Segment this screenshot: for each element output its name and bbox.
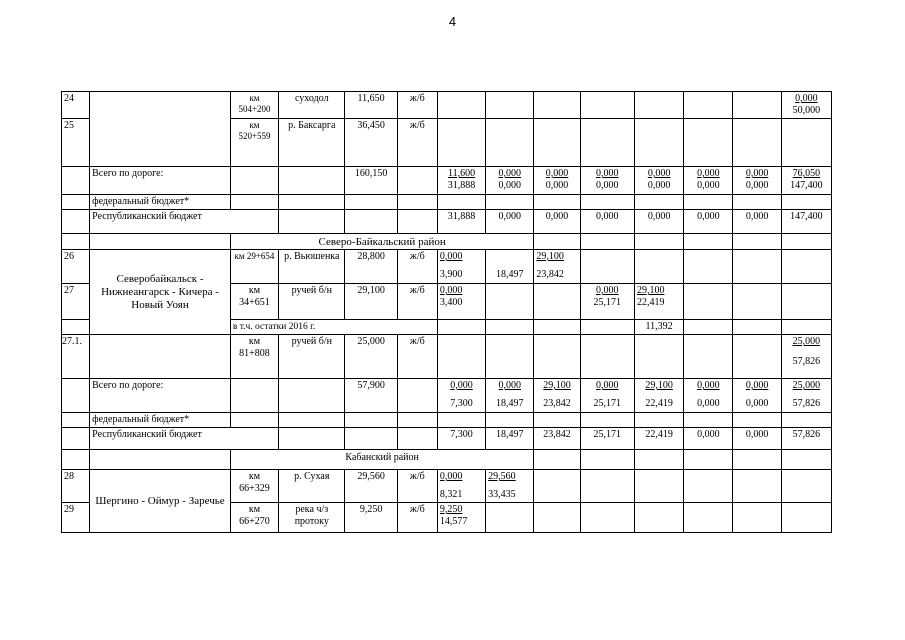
row-number: 25	[62, 119, 90, 167]
km-cell: км 34+651	[230, 284, 278, 320]
row-number: 27.1.	[62, 335, 90, 379]
row-number: 24	[62, 92, 90, 119]
km-cell: км 66+329	[230, 470, 278, 503]
object-cell: р. Сухая	[279, 470, 345, 503]
region-title: Кабанский район	[230, 450, 534, 470]
federal-label: федеральный бюджет*	[90, 195, 231, 210]
republic-label: Республиканский бюджет	[90, 210, 279, 234]
object-cell: ручей б/н	[279, 335, 345, 379]
republic-budget-row: Республиканский бюджет 31,888 0,000 0,000 0,000 0,000 0,000 0,000 147,400	[62, 210, 832, 234]
total-label: Всего по дороге:	[90, 379, 231, 413]
federal-budget-row	[62, 413, 832, 428]
length-cell: 36,450	[345, 119, 397, 167]
km-cell: км 520+559	[230, 119, 278, 167]
table-row: 29 км 66+270 река ч/з протоку 9,250 ж/б 9,250 14,577	[62, 503, 832, 533]
total-row: Всего по дороге: 57,900 0,000 7,300 0,000 18,497 29,100 23,842 0,000 25,171 29,100 22,419 0,000 0,000 0,000 0,000 25,000 57,826	[62, 379, 832, 413]
object-cell: река ч/з протоку	[279, 503, 345, 533]
table-row: 26 Северобайкальск - Нижнеангарск - Кичера - Новый Уоян км 29+654 р. Вьюшенка 28,800 ж/б 0,000 3,900 18,497 29,100 23,842	[62, 250, 832, 284]
table-row	[62, 92, 832, 119]
row-number: 26	[62, 250, 90, 284]
length-cell: 28,800	[345, 250, 397, 284]
type-cell: ж/б	[397, 503, 437, 533]
federal-budget-row	[62, 195, 832, 210]
km-cell: км 504+200	[230, 92, 278, 119]
remainder-row: в т.ч. остатки 2016 г. 11,392	[62, 320, 832, 335]
row-number: 28	[62, 470, 90, 503]
object-cell: ручей б/н	[279, 284, 345, 320]
total-row: Всего по дороге: 160,150 11,600 31,888 0,000 0,000 0,000 0,000 0,000 0,000 0,000 0,000 0,000 0,000 0,000 0,000 76,050 147,400	[62, 167, 832, 195]
road-name-cell	[90, 335, 231, 379]
total-label: Всего по дороге:	[90, 167, 231, 195]
km-cell: км 66+270	[230, 503, 278, 533]
length-cell: 29,560	[345, 470, 397, 503]
length-cell: 29,100	[345, 284, 397, 320]
road-name-cell	[90, 92, 231, 167]
remainder-label: в т.ч. остатки 2016 г.	[230, 320, 437, 335]
table-row: 27 км 34+651 ручей б/н 29,100 ж/б 0,000 3,400 0,000 25,171 29,100 22,419	[62, 284, 832, 320]
object-cell: суходол	[279, 92, 345, 119]
road-name-cell: Шергино - Оймур - Заречье	[90, 470, 231, 533]
type-cell: ж/б	[397, 284, 437, 320]
federal-label: федеральный бюджет*	[90, 413, 231, 428]
value-cell: 0,000 50,000	[781, 92, 831, 119]
row-number: 27	[62, 284, 90, 320]
road-name-cell: Северобайкальск - Нижнеангарск - Кичера - Новый Уоян	[90, 250, 231, 335]
km-cell: км 29+654	[230, 250, 278, 284]
type-cell: ж/б	[397, 470, 437, 503]
value-cell: 25,000 57,826	[781, 335, 831, 379]
type-cell: ж/б	[397, 335, 437, 379]
object-cell: р. Баксарга	[279, 119, 345, 167]
length-cell: 25,000	[345, 335, 397, 379]
budget-table	[61, 91, 832, 533]
type-cell: ж/б	[397, 92, 437, 119]
row-number: 29	[62, 503, 90, 533]
length-cell: 160,150	[345, 167, 397, 195]
length-cell: 57,900	[345, 379, 397, 413]
republic-label: Республиканский бюджет	[90, 428, 279, 450]
region-header-row	[62, 450, 832, 470]
region-title: Северо-Байкальский район	[230, 234, 534, 250]
length-cell: 9,250	[345, 503, 397, 533]
page-number: 4	[448, 14, 457, 29]
type-cell: ж/б	[397, 119, 437, 167]
km-cell: км 81+808	[230, 335, 278, 379]
table-row: 28 Шергино - Оймур - Заречье км 66+329 р. Сухая 29,560 ж/б 0,000 8,321 29,560 33,435	[62, 470, 832, 503]
republic-budget-row: Республиканский бюджет 7,300 18,497 23,842 25,171 22,419 0,000 0,000 57,826	[62, 428, 832, 450]
object-cell: р. Вьюшенка	[279, 250, 345, 284]
length-cell: 11,650	[345, 92, 397, 119]
region-header-row	[62, 234, 832, 250]
type-cell: ж/б	[397, 250, 437, 284]
table-row	[62, 335, 832, 379]
